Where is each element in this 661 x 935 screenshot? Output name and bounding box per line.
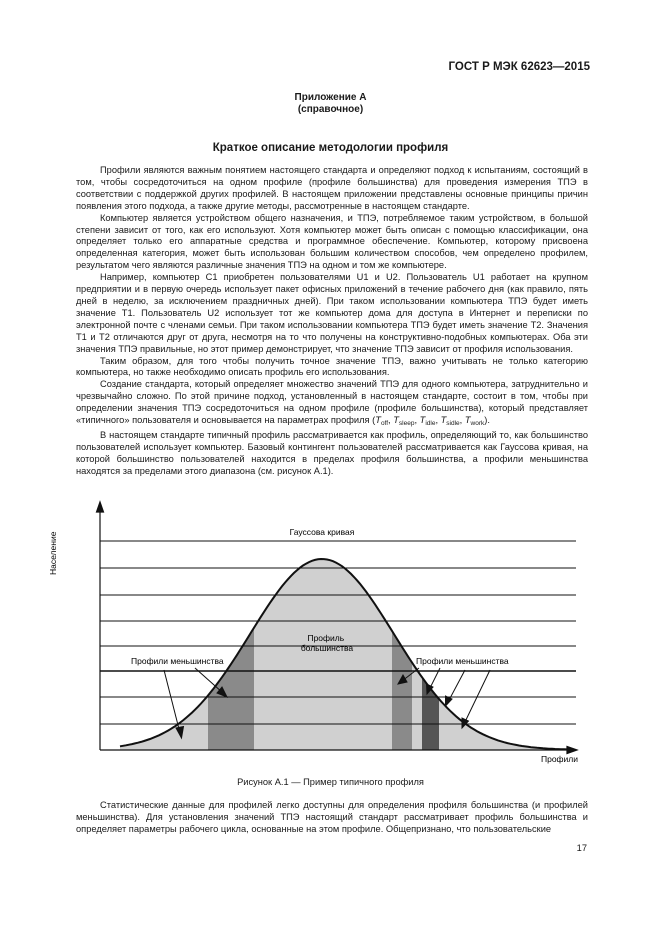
param-separator: , (414, 415, 420, 426)
param-subscript: sleep (398, 420, 415, 428)
paragraph: Например, компьютер С1 приобретен пользователями U1 и U2. Пользователь U1 работает на крупном предприятии и в первую очередь использует пакет офисных приложений в течение рабочего дня (как правило, пять дней в неделю, за исключением праздничных дней). При таком использовании компьютера ТПЭ будет иметь значение Т1. Пользователь U2 использует тот же компьютер дома для доступа в Интернет и переписки по электронной почте с членами семьи. При таком использовании компьютера ТПЭ будет иметь значение Т2. Значения Т1 и Т2 отличаются друг от друга, несмотря на то что получены на конструктивно-подобных компьютерах. Оба эти значения ТПЭ правильные, но этот пример демонстрирует, что значение ТПЭ зависит от профиля использования. (76, 272, 588, 354)
paragraph-with-params (76, 379, 588, 430)
appendix-title: Приложение А (294, 92, 367, 103)
param-symbol: T (419, 415, 426, 426)
param-subscript: off (380, 420, 389, 428)
figure-caption: Рисунок А.1 — Пример типичного профиля (237, 777, 424, 787)
minority-right-shade-1 (392, 500, 412, 760)
x-axis-arrow (567, 747, 577, 754)
param-symbol: T (464, 415, 471, 426)
paragraph: Таким образом, для того чтобы получить точное значение ТПЭ, важно учитывать не только категорию компьютера, но также необходимо описать профиль его использования. (76, 355, 588, 378)
paragraph-text: Создание стандарта, который определяет множество значений ТПЭ для одного компьютера, затруднительно и чрезвычайно сложно. По этой причине подход, установленный в настоящем стандарте, состоит в том, чтобы при определении значения ТПЭ сосредоточиться на одном профиле (профиле большинства), который представляет «типичного» пользователя и основывается на параметрах профиля ( (76, 379, 588, 426)
y-axis-arrow (97, 502, 104, 512)
page-number: 17 (576, 843, 587, 853)
param-subscript: idle (425, 420, 436, 428)
paragraph: Профили являются важным понятием настоящего стандарта и определяют подход к испытаниям, состоящий в том, чтобы сосредоточиться на одном профиле (профиле большинства) для проведения измерения ТПЭ в соответствии с поддержкой других профилей. В настоящем приложении представлены основные принципы причин появления этого подхода, а также другие методы, рассмотренные в настоящем стандарте. (76, 165, 588, 211)
curve-light-fill (100, 500, 600, 760)
appendix-subtitle: (справочное) (297, 104, 364, 115)
curve-label: Гауссова кривая (289, 527, 355, 537)
param-subscript: work (470, 420, 485, 428)
param-symbol: T (375, 415, 381, 426)
appendix-heading (0, 92, 661, 116)
param-symbol: T (393, 415, 399, 426)
param-separator: , (435, 415, 441, 426)
standard-header: ГОСТ Р МЭК 62623—2015 (448, 61, 590, 73)
minority-left-shade (208, 500, 254, 760)
body-text (76, 165, 588, 478)
paragraph-end: ). (484, 415, 490, 426)
paragraph: В настоящем стандарте типичный профиль рассматривается как профиль, определяющий то, как большинство пользователей использует компьютер. Базовый контингент пользователей рассматривается как Гауссова кривая, на которой большинство пользователей находится в пределах профиля большинства, а профили меньшинства находятся за пределами этого диапазона (см. рисунок А.1). (76, 429, 588, 476)
param-subscript: sidle (446, 420, 460, 428)
param-separator: , (459, 415, 465, 426)
minority-right-label: Профили меньшинства (416, 656, 509, 666)
majority-label-line: большинства (300, 643, 354, 653)
majority-label (301, 633, 354, 653)
body-text-continued (76, 800, 588, 836)
minority-right-shade-2 (422, 500, 439, 760)
gaussian-profile-figure (40, 500, 600, 770)
param-symbol: T (440, 415, 447, 426)
majority-label-line: Профиль (307, 633, 345, 643)
section-title: Краткое описание методологии профиля (212, 142, 449, 154)
paragraph: Статистические данные для профилей легко доступны для определения профиля большинства (и профилей меньшинства). Для установления значений ТПЭ настоящий стандарт рассматривает профиль большинства и определяет параметры рабочего цикла, основанные на этом профиле. Общепризнано, что пользовательские (76, 800, 588, 834)
param-separator: , (388, 415, 394, 426)
curve-fill-group (100, 500, 600, 760)
y-axis-label: Население (48, 531, 58, 575)
paragraph: Компьютер является устройством общего назначения, и ТПЭ, потребляемое таким устройством, в большой степени зависит от того, как его используют. Хотя компьютер может быть описан с помощью классификации, она определяет только его аппаратные средства и программное обеспечение. Компьютер, которому присвоена определенная категория, может быть использован большим количеством способов, чем определено профилем, результатом чего являются различные значения ТПЭ на одном и том же компьютере. (76, 212, 588, 271)
minority-left-label: Профили меньшинства (131, 656, 224, 666)
x-axis-label: Профили (540, 754, 578, 764)
